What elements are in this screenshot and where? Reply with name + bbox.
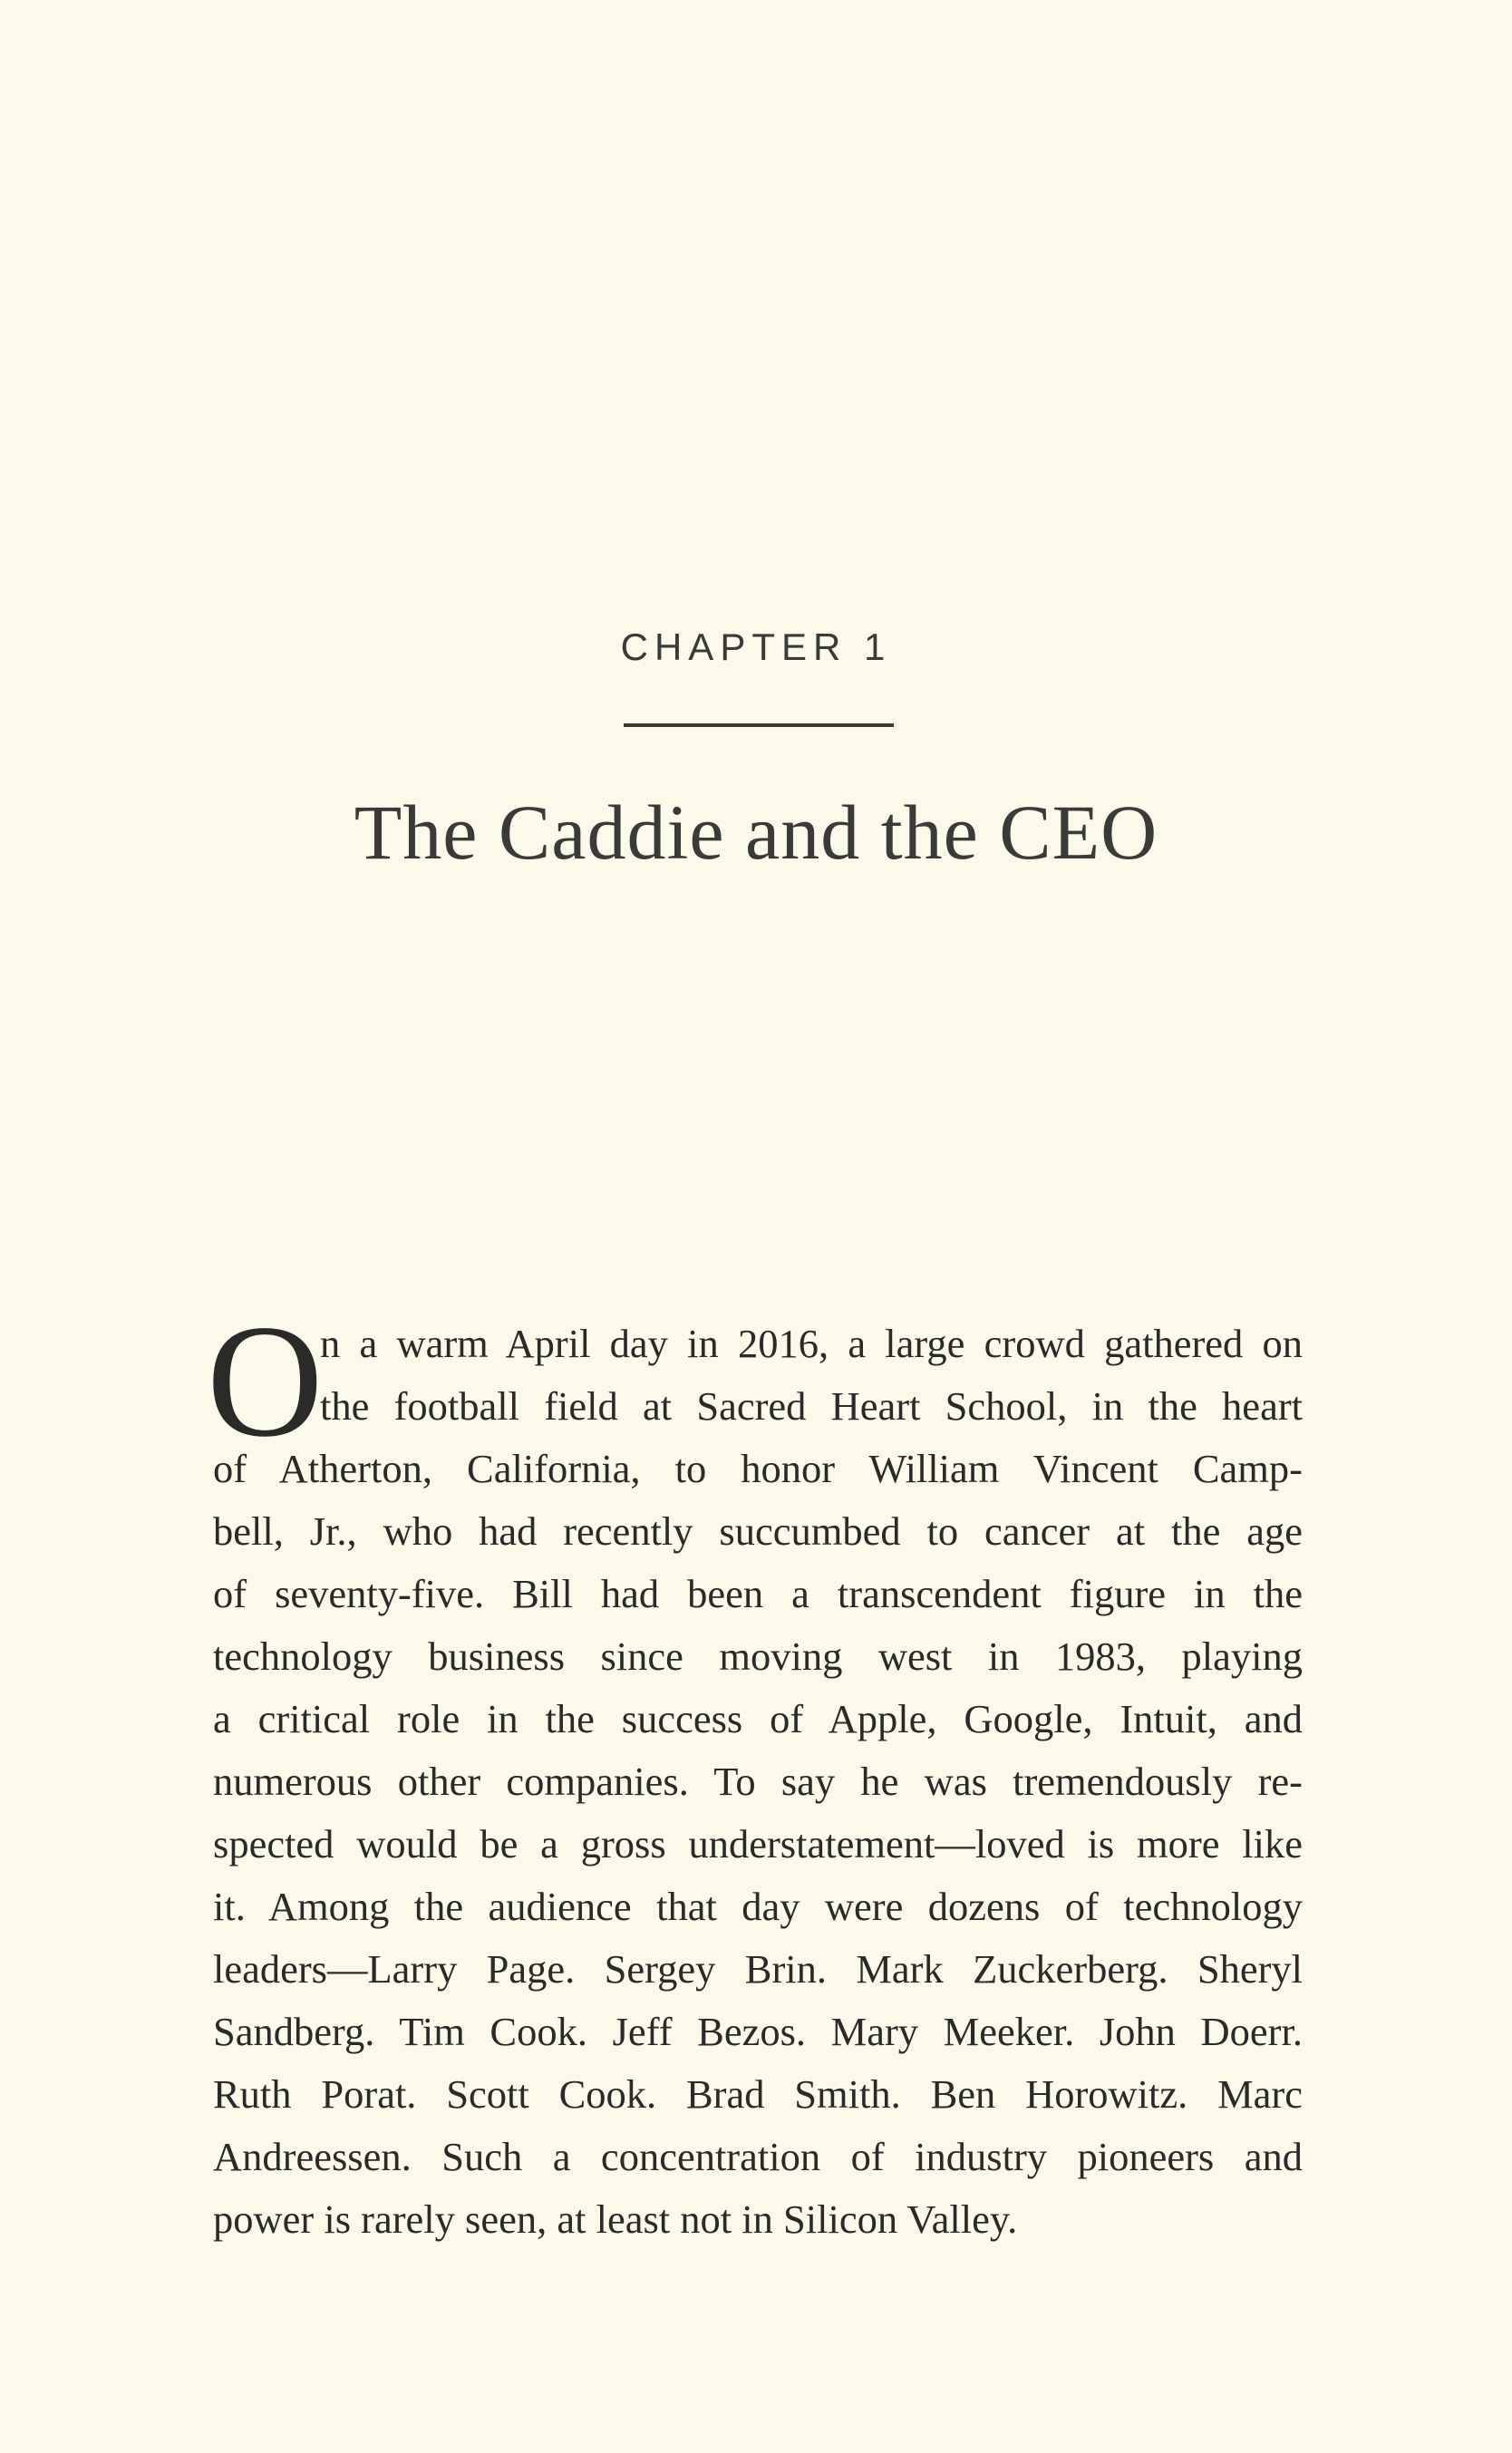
paragraph-line: technology business since moving west in 1983, playing bbox=[213, 1634, 1303, 1679]
paragraph-line: numerous other companies. To say he was tremendously re- bbox=[213, 1759, 1303, 1804]
chapter-label: CHAPTER 1 bbox=[620, 625, 892, 668]
paragraph-line: spected would be a gross understatement—loved is more like bbox=[213, 1821, 1303, 1866]
paragraph-line: Sandberg. Tim Cook. Jeff Bezos. Mary Meeker. John Doerr. bbox=[213, 2009, 1303, 2054]
paragraph-line: it. Among the audience that day were dozens of technology bbox=[213, 1884, 1303, 1929]
paragraph-line: of seventy-five. Bill had been a transcendent figure in the bbox=[213, 1571, 1303, 1616]
paragraph-line: the football field at Sacred Heart School, in the heart bbox=[320, 1383, 1303, 1429]
paragraph-line: Andreessen. Such a concentration of industry pioneers and bbox=[213, 2134, 1303, 2179]
paragraph-line: of Atherton, California, to honor William Vincent Camp- bbox=[213, 1446, 1303, 1491]
body-paragraph bbox=[213, 1313, 1303, 2251]
chapter-title: The Caddie and the CEO bbox=[354, 789, 1158, 876]
paragraph-line: power is rarely seen, at least not in Silicon Valley. bbox=[213, 2196, 1018, 2242]
drop-cap: O bbox=[207, 1291, 324, 1470]
chapter-divider bbox=[624, 723, 894, 727]
paragraph-line: Ruth Porat. Scott Cook. Brad Smith. Ben Horowitz. Marc bbox=[213, 2071, 1303, 2117]
paragraph-line: leaders—Larry Page. Sergey Brin. Mark Zuckerberg. Sheryl bbox=[213, 1946, 1303, 1992]
paragraph-line: n a warm April day in 2016, a large crowd gathered on bbox=[320, 1321, 1303, 1366]
paragraph-line: a critical role in the success of Apple, Google, Intuit, and bbox=[213, 1696, 1303, 1741]
paragraph-line: bell, Jr., who had recently succumbed to cancer at the age bbox=[213, 1508, 1303, 1554]
